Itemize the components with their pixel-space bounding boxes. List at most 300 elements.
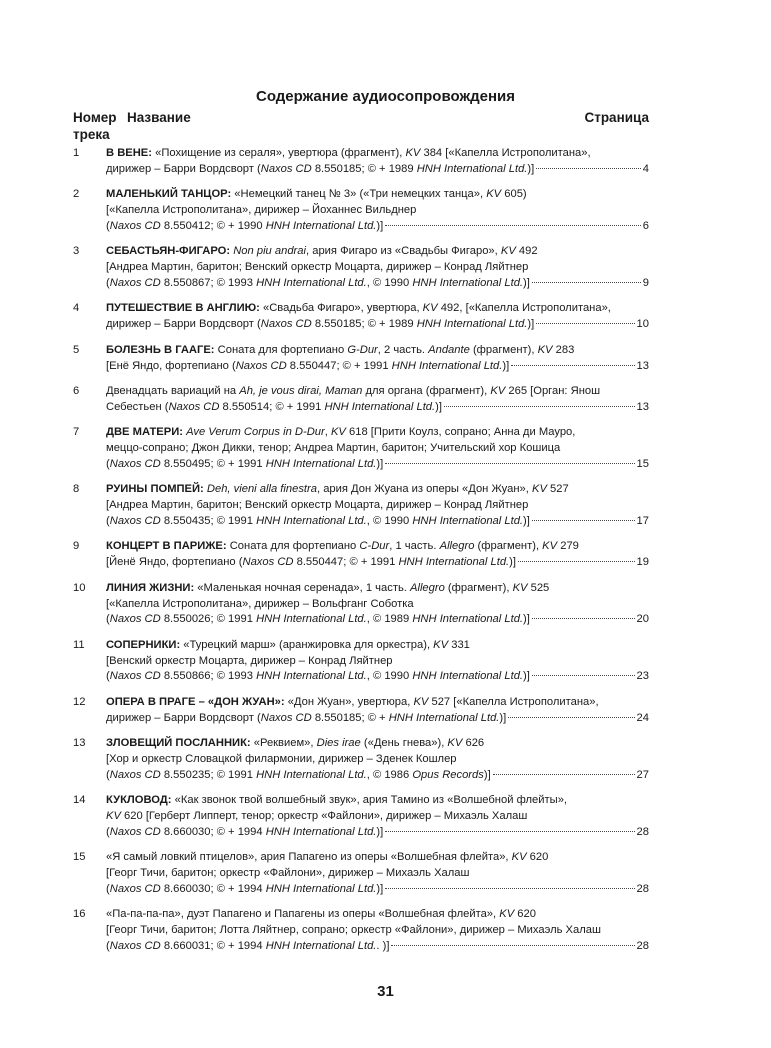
- text-run: [«Капелла Истрополитана», дирижер – Вольфганг Соботка: [106, 597, 414, 610]
- track-page-number: 28: [636, 825, 649, 838]
- text-run: 8.550185; © + 1989: [311, 162, 417, 175]
- track-line-last: [106, 514, 649, 530]
- track-line-text: [106, 540, 579, 552]
- track-description: [106, 244, 649, 291]
- track-number: 7: [73, 426, 80, 439]
- text-run: «Дон Жуан», увертюра,: [287, 695, 414, 708]
- text-run: 265 [Орган: Янош: [505, 385, 601, 397]
- track-number: 4: [73, 302, 80, 315]
- track-entry: [73, 736, 649, 783]
- track-description: [106, 581, 649, 628]
- page-number: 31: [377, 983, 394, 1000]
- track-line-last: [106, 825, 649, 841]
- track-description: [106, 907, 649, 954]
- text-run: [Йенё Яндо, фортепиано (: [106, 556, 243, 569]
- track-line-text: [106, 810, 527, 822]
- text-run: Двенадцать вариаций на: [106, 385, 240, 397]
- text-run: )]: [527, 162, 535, 175]
- italic-text: KV: [405, 147, 421, 159]
- track-heading: ДВЕ МАТЕРИ:: [106, 426, 187, 439]
- track-page-number: 19: [636, 556, 649, 569]
- italic-text: Naxos CD: [109, 276, 161, 289]
- italic-text: HNH International Ltd.: [412, 613, 524, 626]
- track-line-text: [106, 825, 383, 841]
- italic-text: HNH International Ltd.: [256, 670, 367, 683]
- track-line: [106, 907, 649, 923]
- track-line: [106, 441, 649, 457]
- italic-text: HNH International Ltd.: [398, 556, 510, 569]
- track-line-text: [106, 851, 548, 863]
- track-line: [106, 260, 649, 276]
- text-run: (фрагмент),: [474, 540, 543, 553]
- track-description: [106, 539, 649, 571]
- italic-text: Naxos CD: [109, 882, 161, 895]
- track-description: [106, 850, 649, 897]
- text-run: (: [106, 276, 110, 289]
- track-line: [106, 581, 649, 597]
- track-line-text: [106, 204, 416, 216]
- text-run: [Андреа Мартин, баритон; Венский оркестр Моцарта, дирижер – Конрад Ляйтнер: [106, 499, 529, 512]
- italic-text: Dies irae: [316, 737, 361, 750]
- track-page-number: 24: [636, 711, 649, 724]
- track-heading: В ВЕНЕ:: [106, 147, 156, 159]
- italic-text: KV: [500, 245, 516, 258]
- track-number: 13: [73, 737, 86, 750]
- track-line-last: [106, 359, 649, 375]
- text-run: «Па-па-па-па», дуэт Папагено и Папагены из оперы «Волшебная флейта»,: [106, 908, 500, 921]
- text-run: Себестьен (: [106, 400, 169, 413]
- text-run: , ария Дон Жуана из оперы «Дон Жуан»,: [316, 483, 532, 496]
- italic-text: Naxos CD: [168, 400, 220, 413]
- text-run: 8.550435; © 1991: [160, 514, 257, 527]
- track-line-last: [106, 612, 649, 628]
- text-run: [Хор и оркестр Словацкой филармонии, дирижер – Зденек Кошлер: [106, 752, 457, 765]
- track-line: [106, 244, 649, 260]
- track-line-text: [106, 612, 530, 628]
- track-line-text: [106, 737, 484, 749]
- track-page-number: 13: [636, 400, 649, 413]
- track-line-last: [106, 162, 649, 178]
- dot-leader: [532, 282, 641, 283]
- italic-text: KV: [537, 343, 553, 356]
- text-run: [Георг Тичи, баритон; Лотта Ляйтнер, сопрано; оркестр «Файлони», дирижер – Михаэль Халаш: [106, 924, 601, 937]
- italic-text: HNH International Ltd.: [265, 939, 377, 952]
- track-line: [106, 809, 649, 825]
- dot-leader: [532, 618, 635, 619]
- track-number: 14: [73, 794, 86, 807]
- text-run: 525: [527, 581, 550, 594]
- text-run: «Как звонок твой волшебный звук», ария Тамино из «Волшебной флейты»,: [174, 794, 568, 807]
- text-run: ,: [324, 426, 331, 439]
- text-run: Соната для фортепиано: [217, 343, 348, 356]
- track-description: [106, 343, 649, 375]
- track-line-text: [106, 639, 470, 651]
- track-line-text: [106, 302, 611, 314]
- text-run: (: [106, 670, 110, 683]
- track-line: [106, 695, 649, 711]
- text-run: [Андреа Мартин, баритон; Венский оркестр Моцарта, дирижер – Конрад Ляйтнер: [106, 261, 529, 274]
- italic-text: HNH International Ltd.: [412, 514, 524, 527]
- track-entry: [73, 343, 649, 375]
- track-heading: ОПЕРА В ПРАГЕ – «ДОН ЖУАН»:: [106, 695, 288, 708]
- track-line-text: [106, 768, 491, 784]
- text-run: 8.550447; © + 1991: [286, 359, 392, 372]
- track-line-last: [106, 555, 649, 571]
- track-line-text: [106, 514, 530, 530]
- track-line-text: [106, 245, 538, 257]
- dot-leader: [532, 675, 635, 676]
- track-line: [106, 187, 649, 203]
- track-entry: [73, 638, 649, 685]
- dot-leader: [385, 888, 634, 889]
- text-run: 8.550026; © 1991: [160, 613, 257, 626]
- text-run: «Похищение из сераля», увертюра (фрагмент),: [155, 147, 406, 159]
- track-number: 8: [73, 483, 80, 496]
- italic-text: Allegro: [439, 540, 475, 553]
- track-description: [106, 482, 649, 529]
- track-number: 12: [73, 695, 86, 708]
- italic-text: KV: [106, 810, 121, 823]
- track-list: [73, 146, 649, 964]
- text-run: )]: [502, 359, 510, 372]
- column-header-page: Страница: [584, 110, 649, 125]
- track-line-text: [106, 400, 442, 416]
- track-line-text: [106, 261, 528, 273]
- track-number: 15: [73, 851, 86, 864]
- track-line: [106, 343, 649, 359]
- track-entry: [73, 425, 649, 472]
- dot-leader: [385, 463, 634, 464]
- text-run: 331: [448, 638, 470, 651]
- text-run: (: [106, 219, 110, 232]
- italic-text: C-Dur: [359, 540, 390, 553]
- italic-text: Ah, je vous dirai, Maman: [239, 385, 363, 397]
- text-run: 8.550495; © + 1991: [160, 457, 266, 470]
- track-number: 11: [73, 638, 85, 651]
- italic-text: Naxos CD: [109, 457, 161, 470]
- track-page-number: 6: [642, 219, 649, 232]
- text-run: 8.660030; © + 1994: [160, 882, 266, 895]
- track-line-last: [106, 711, 649, 727]
- track-line-last: [106, 669, 649, 685]
- track-heading: ПУТЕШЕСТВИЕ В АНГЛИЮ:: [106, 302, 263, 315]
- italic-text: HNH International Ltd.: [412, 276, 524, 289]
- track-heading: КУКЛОВОД:: [106, 794, 175, 807]
- italic-text: KV: [486, 188, 502, 201]
- italic-text: Naxos CD: [260, 711, 312, 724]
- italic-text: KV: [512, 581, 528, 594]
- track-line-text: [106, 711, 506, 727]
- track-line: [106, 146, 649, 162]
- italic-text: HNH International Ltd.: [256, 514, 367, 527]
- text-run: (: [106, 457, 110, 470]
- text-run: 605): [501, 188, 527, 201]
- track-entry: [73, 695, 649, 727]
- italic-text: HNH International Ltd.: [412, 670, 524, 683]
- dot-leader: [532, 520, 635, 521]
- track-line: [106, 654, 649, 670]
- track-heading: ЗЛОВЕЩИЙ ПОСЛАННИК:: [106, 737, 254, 750]
- text-run: )]: [376, 457, 384, 470]
- italic-text: Andante: [428, 343, 470, 356]
- track-line-text: [106, 483, 569, 495]
- text-run: )]: [527, 318, 535, 331]
- text-run: 283: [552, 343, 575, 356]
- track-line: [106, 638, 649, 654]
- italic-text: KV: [447, 737, 463, 750]
- text-run: [«Капелла Истрополитана», дирижер – Йоханнес Вильднер: [106, 204, 417, 217]
- track-entry: [73, 301, 649, 333]
- track-line-text: [106, 359, 509, 375]
- track-description: [106, 695, 649, 727]
- text-run: , © 1990: [366, 514, 413, 527]
- italic-text: Naxos CD: [260, 162, 312, 175]
- text-run: )]: [499, 711, 507, 724]
- italic-text: HNH International Ltd.: [256, 768, 367, 781]
- italic-text: HNH International Ltd.: [324, 400, 436, 413]
- text-run: 8.550185; © + 1989: [311, 318, 417, 331]
- text-run: (фрагмент),: [444, 581, 513, 594]
- track-line-text: [106, 457, 383, 473]
- text-run: (фрагмент),: [469, 343, 538, 356]
- italic-text: Deh, vieni alla finestra: [206, 483, 317, 496]
- italic-text: HNH International Ltd.: [265, 825, 377, 838]
- track-line-text: [106, 219, 383, 235]
- track-line-text: [106, 655, 393, 667]
- track-entry: [73, 244, 649, 291]
- track-line-last: [106, 219, 649, 235]
- track-line: [106, 498, 649, 514]
- text-run: 8.660031; © + 1994: [160, 939, 266, 952]
- track-line-text: [106, 753, 457, 765]
- italic-text: KV: [330, 426, 346, 439]
- text-run: (: [106, 768, 110, 781]
- track-page-number: 28: [636, 939, 649, 952]
- text-run: (: [106, 825, 110, 838]
- track-line: [106, 850, 649, 866]
- text-run: )]: [523, 276, 530, 289]
- track-line-last: [106, 317, 649, 333]
- track-entry: [73, 793, 649, 840]
- text-run: , © 1989: [366, 613, 413, 626]
- text-run: дирижер – Барри Вордсворт (: [106, 711, 261, 724]
- track-line-text: [106, 598, 414, 610]
- track-number: 1: [73, 147, 80, 159]
- italic-text: KV: [413, 695, 429, 708]
- track-description: [106, 301, 649, 333]
- text-run: «Я самый ловкий птицелов», ария Папагено из оперы «Волшебная флейта»,: [106, 851, 512, 864]
- track-line-last: [106, 276, 649, 292]
- track-line: [106, 384, 649, 400]
- track-line-text: [106, 696, 599, 708]
- italic-text: HNH International Ltd.: [388, 711, 500, 724]
- text-run: [Георг Тичи, баритон; оркестр «Файлони», дирижер – Михаэль Халаш: [106, 867, 470, 880]
- text-run: меццо-сопрано; Джон Дикки, тенор; Андреа Мартин, баритон; Учительский хор Кошица: [106, 442, 561, 455]
- italic-text: Naxos CD: [109, 514, 161, 527]
- track-line-text: [106, 426, 575, 438]
- track-entry: [73, 581, 649, 628]
- text-run: 8.550235; © 1991: [160, 768, 257, 781]
- track-entry: [73, 146, 649, 178]
- track-line-text: [106, 344, 574, 356]
- italic-text: KV: [490, 385, 506, 397]
- text-run: Соната для фортепиано: [229, 540, 360, 553]
- text-run: 8.660030; © + 1994: [160, 825, 266, 838]
- track-line-text: [106, 794, 567, 806]
- text-run: )]: [376, 882, 384, 895]
- track-line: [106, 301, 649, 317]
- text-run: )]: [435, 400, 442, 413]
- track-entry: [73, 539, 649, 571]
- track-number: 2: [73, 188, 80, 201]
- track-entry: [73, 482, 649, 529]
- italic-text: Naxos CD: [109, 768, 161, 781]
- track-entry: [73, 850, 649, 897]
- dot-leader: [385, 225, 641, 226]
- track-line-text: [106, 442, 560, 454]
- track-description: [106, 187, 649, 234]
- text-run: (: [106, 882, 110, 895]
- text-run: )]: [523, 613, 530, 626]
- text-run: «Турецкий марш» (аранжировка для оркестра),: [183, 638, 434, 651]
- text-run: 626: [462, 737, 485, 750]
- track-entry: [73, 384, 649, 416]
- italic-text: HNH International Ltd.: [416, 318, 528, 331]
- text-run: , ария Фигаро из «Свадьбы Фигаро»,: [306, 245, 501, 258]
- track-line-last: [106, 457, 649, 473]
- track-line-text: [106, 924, 601, 936]
- track-description: [106, 638, 649, 685]
- dot-leader: [511, 365, 634, 366]
- track-line-text: [106, 882, 383, 898]
- text-run: 8.550185; © +: [311, 711, 389, 724]
- text-run: )]: [509, 556, 517, 569]
- track-heading: КОНЦЕРТ В ПАРИЖЕ:: [106, 540, 230, 553]
- italic-text: KV: [499, 908, 515, 921]
- text-run: 620: [526, 851, 549, 864]
- track-line-text: [106, 162, 534, 178]
- italic-text: HNH International Ltd.: [256, 613, 367, 626]
- track-line-text: [106, 499, 528, 511]
- italic-text: HNH International Ltd.: [416, 162, 528, 175]
- track-heading: РУИНЫ ПОМПЕЙ:: [106, 483, 207, 496]
- column-header-title: Название: [127, 110, 191, 125]
- track-line-text: [106, 147, 591, 159]
- text-run: , © 1990: [366, 276, 413, 289]
- track-line: [106, 539, 649, 555]
- track-page-number: 10: [636, 318, 649, 331]
- text-run: , © 1990: [366, 670, 413, 683]
- track-line: [106, 793, 649, 809]
- text-run: )]: [523, 514, 530, 527]
- italic-text: Naxos CD: [235, 359, 287, 372]
- italic-text: KV: [433, 638, 449, 651]
- track-line-text: [106, 317, 534, 333]
- track-page-number: 13: [636, 359, 649, 372]
- track-description: [106, 146, 649, 178]
- italic-text: Naxos CD: [242, 556, 294, 569]
- text-run: 620: [514, 908, 536, 921]
- track-description: [106, 793, 649, 840]
- track-line-text: [106, 867, 470, 879]
- track-page-number: 28: [636, 882, 649, 895]
- track-entry: [73, 907, 649, 954]
- italic-text: Naxos CD: [109, 613, 161, 626]
- italic-text: HNH International Ltd.: [391, 359, 503, 372]
- italic-text: Naxos CD: [109, 939, 161, 952]
- italic-text: G-Dur: [347, 343, 378, 356]
- text-run: 8.550514; © + 1991: [219, 400, 325, 413]
- track-line: [106, 736, 649, 752]
- italic-text: Non piu andrai: [233, 245, 306, 258]
- italic-text: HNH International Ltd.: [265, 219, 377, 232]
- track-page-number: 27: [636, 768, 649, 781]
- track-line-text: [106, 582, 549, 594]
- text-run: , 2 часть.: [377, 343, 429, 356]
- text-run: 527 [«Капелла Истрополитана»,: [428, 695, 599, 708]
- track-page-number: 15: [636, 457, 649, 470]
- text-run: 492, [«Капелла Истрополитана»,: [437, 302, 611, 315]
- track-line-text: [106, 669, 530, 685]
- track-page-number: 17: [636, 514, 649, 527]
- track-number: 5: [73, 343, 80, 356]
- italic-text: Naxos CD: [109, 670, 161, 683]
- track-heading: СЕБАСТЬЯН-ФИГАРО:: [106, 245, 234, 258]
- text-run: («День гнева»),: [360, 737, 448, 750]
- track-description: [106, 425, 649, 472]
- italic-text: Naxos CD: [260, 318, 312, 331]
- dot-leader: [518, 561, 635, 562]
- italic-text: HNH International Ltd.: [265, 882, 377, 895]
- dot-leader: [536, 323, 634, 324]
- track-line: [106, 482, 649, 498]
- track-line: [106, 923, 649, 939]
- dot-leader: [385, 831, 634, 832]
- text-run: (: [106, 514, 110, 527]
- text-run: для органа (фрагмент),: [362, 385, 491, 397]
- track-line-text: [106, 908, 536, 920]
- track-heading: ЛИНИЯ ЖИЗНИ:: [106, 581, 198, 594]
- track-number: 16: [73, 908, 86, 921]
- italic-text: Naxos CD: [109, 219, 161, 232]
- track-line-last: [106, 400, 649, 416]
- track-page-number: 23: [636, 670, 649, 683]
- track-line-text: [106, 188, 527, 200]
- dot-leader: [444, 406, 635, 407]
- text-run: 8.550447; © + 1991: [293, 556, 399, 569]
- text-run: (: [106, 613, 110, 626]
- text-run: 8.550412; © + 1990: [160, 219, 266, 232]
- track-line-text: [106, 276, 530, 292]
- italic-text: HNH International Ltd.: [256, 276, 367, 289]
- track-line: [106, 425, 649, 441]
- text-run: 8.550867; © 1993: [160, 276, 257, 289]
- track-line-text: [106, 385, 600, 397]
- italic-text: KV: [511, 851, 527, 864]
- text-run: 618 [Прити Коулз, сопрано; Анна ди Мауро,: [345, 426, 576, 439]
- italic-text: Opus Records: [412, 768, 484, 781]
- text-run: «Свадьба Фигаро», увертюра,: [263, 302, 423, 315]
- italic-text: Allegro: [410, 581, 445, 594]
- text-run: , 1 часть.: [389, 540, 440, 553]
- text-run: «Реквием»,: [253, 737, 317, 750]
- text-run: дирижер – Барри Вордсворт (: [106, 162, 261, 175]
- text-run: . )]: [376, 939, 390, 952]
- track-line-last: [106, 939, 649, 955]
- text-run: )]: [523, 670, 530, 683]
- track-heading: БОЛЕЗНЬ В ГААГЕ:: [106, 343, 218, 356]
- text-run: )]: [376, 219, 384, 232]
